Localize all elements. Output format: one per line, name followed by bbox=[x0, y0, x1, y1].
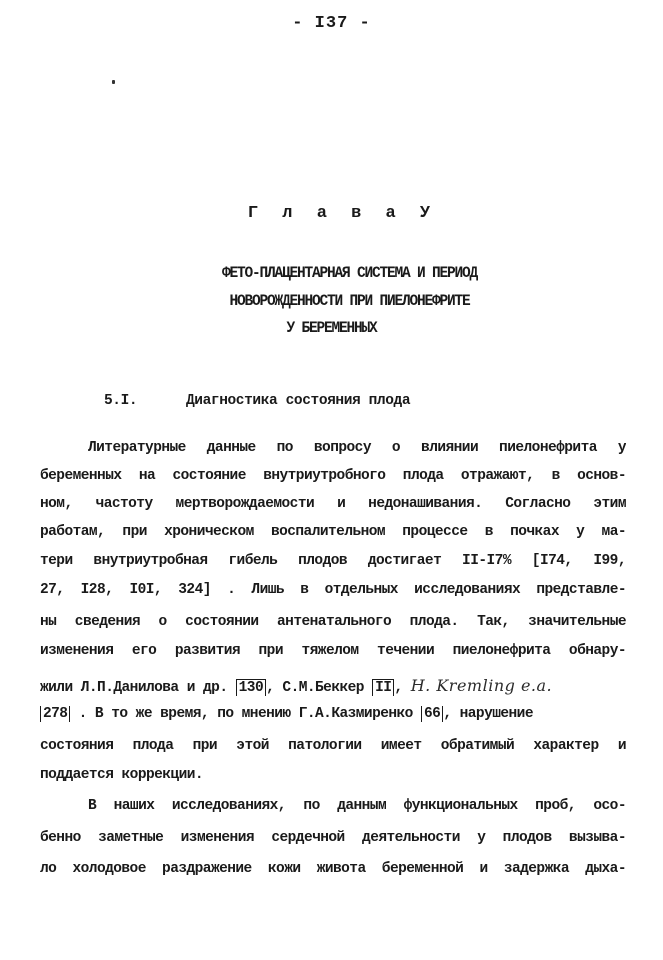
text-line-with-references bbox=[40, 706, 626, 722]
section-number: 5.I. bbox=[104, 393, 138, 409]
page-number: - I37 - bbox=[292, 14, 371, 33]
text-line: Литературные данные по вопросу о влиянии пиелонефрита у bbox=[88, 440, 626, 456]
text-line: поддается коррекции. bbox=[40, 767, 204, 783]
scan-speck bbox=[112, 80, 115, 84]
line-text: , нарушение bbox=[443, 706, 533, 722]
reference-box: 130 bbox=[236, 679, 266, 696]
chapter-title-line-2: НОВОРОЖДЕННОСТИ ПРИ ПИЕЛОНЕФРИТЕ bbox=[229, 293, 470, 311]
section-heading bbox=[104, 393, 410, 409]
text-line-with-references bbox=[40, 676, 626, 696]
chapter-heading: Г л а в а У bbox=[247, 204, 438, 223]
chapter-title-line-1: ФЕТО-ПЛАЦЕНТАРНАЯ СИСТЕМА И ПЕРИОД bbox=[221, 265, 478, 283]
text-line: работам, при хроническом воспалительном процессе в почках у ма- bbox=[40, 524, 626, 540]
line-text: жили Л.П.Данилова и др. bbox=[40, 680, 228, 696]
text-line: В наших исследованиях, по данным функциональных проб, осо- bbox=[88, 798, 626, 814]
text-line: состояния плода при этой патологии имеет обратимый характер и bbox=[40, 738, 626, 754]
text-line: беременных на состояние внутриутробного плода отражают, в основ- bbox=[40, 468, 626, 484]
text-line: бенно заметные изменения сердечной деятельности у плодов вызыва- bbox=[40, 830, 626, 846]
section-title: Диагностика состояния плода bbox=[186, 393, 411, 409]
reference-box: II bbox=[372, 679, 394, 696]
line-text: , С.М.Беккер bbox=[266, 680, 364, 696]
reference-box: 66 bbox=[421, 706, 443, 722]
text-line: изменения его развития при тяжелом течении пиелонефрита обнару- bbox=[40, 643, 626, 659]
text-line: ны сведения о состоянии антенатального плода. Так, значительные bbox=[40, 614, 626, 630]
chapter-title-line-3: У БЕРЕМЕННЫХ bbox=[286, 320, 377, 338]
text-line: ло холодовое раздражение кожи живота беременной и задержка дыха- bbox=[40, 861, 626, 877]
line-text: . В то же время, по мнению Г.А.Казмиренко bbox=[78, 706, 413, 722]
text-line: 27, I28, I0I, 324] . Лишь в отдельных исследованиях представле- bbox=[40, 582, 626, 598]
line-text: , bbox=[394, 680, 403, 696]
reference-box: 278 bbox=[40, 706, 70, 722]
text-line: ном, частоту мертворождаемости и недонашивания. Согласно этим bbox=[40, 496, 626, 512]
text-line: тери внутриутробная гибель плодов достигает II-I7% [I74, I99, bbox=[40, 553, 626, 569]
handwritten-insert: H. Kremling e.a. bbox=[410, 676, 553, 695]
